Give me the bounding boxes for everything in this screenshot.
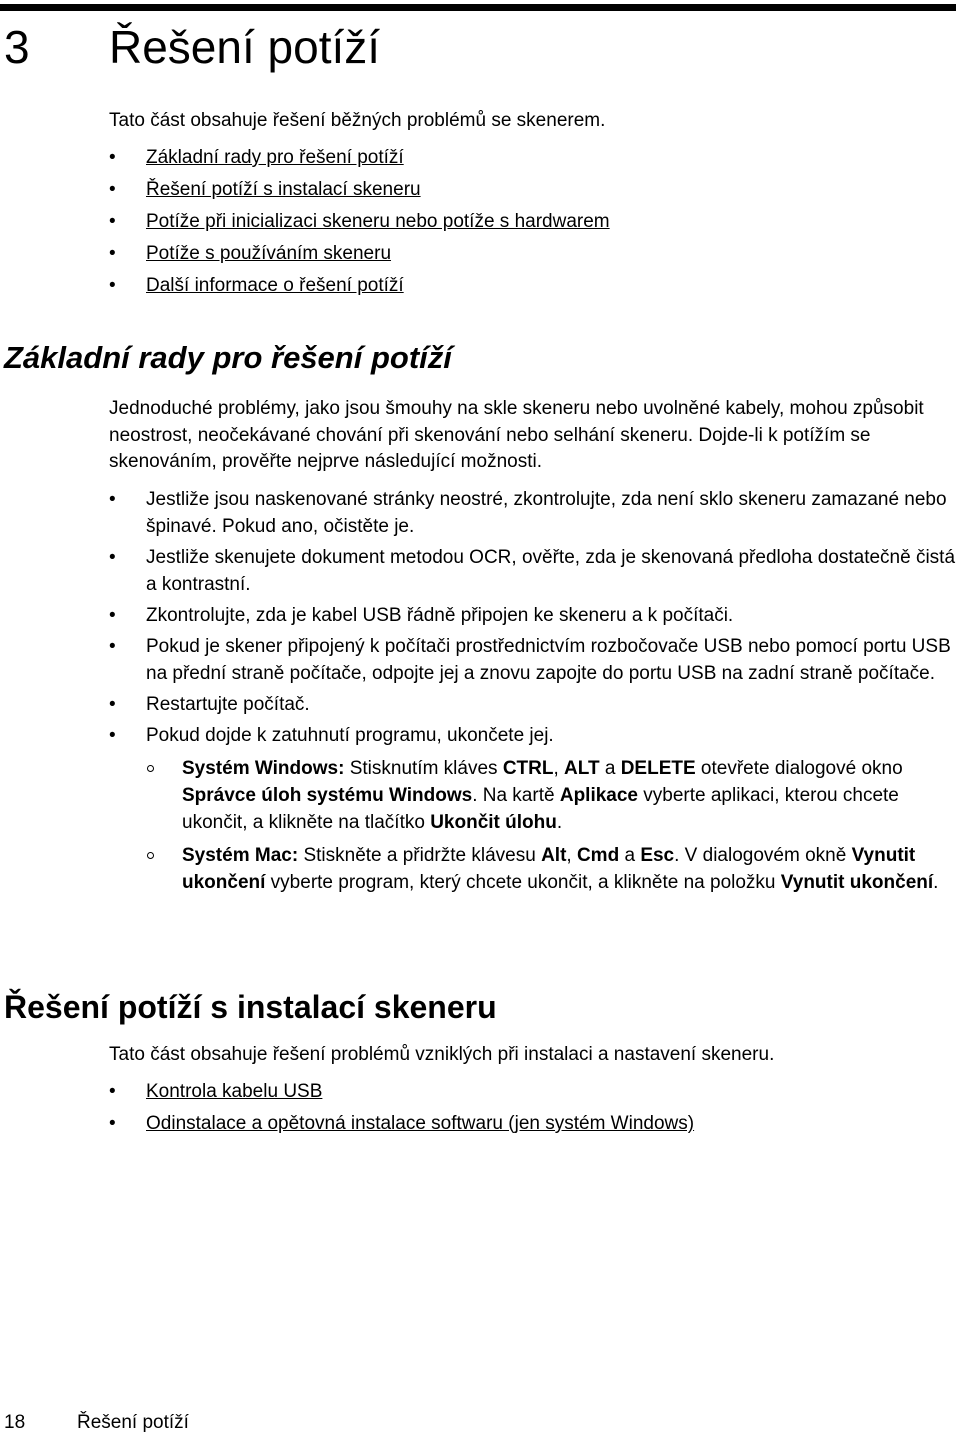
list-item: • Kontrola kabelu USB bbox=[109, 1081, 323, 1102]
basic-tips-list bbox=[109, 486, 959, 902]
tip-text: Pokud je skener připojený k počítači prostřednictvím rozbočovače USB nebo pomocí portu USB na přední straně počítače, odpojte jej a znovu zapojte do portu USB na zadní straně počítače. bbox=[146, 636, 951, 684]
list-item: • Jestliže skenujete dokument metodou OCR, ověřte, zda je skenovaná předloha dostatečně čistá a kontrastní. bbox=[109, 547, 956, 595]
list-item: • Další informace o řešení potíží bbox=[109, 275, 404, 296]
install-intro: Tato část obsahuje řešení problémů vzniklých při instalaci a nastavení skeneru. bbox=[109, 1044, 775, 1065]
link-reinstall-software[interactable]: Odinstalace a opětovná instalace softwaru (jen systém Windows) bbox=[146, 1113, 695, 1134]
section-heading-install: Řešení potíží s instalací skeneru bbox=[4, 989, 497, 1025]
footer-title: Řešení potíží bbox=[77, 1412, 189, 1433]
circle-bullet-icon bbox=[147, 852, 154, 859]
top-rule bbox=[0, 4, 956, 11]
install-link-list bbox=[109, 1076, 694, 1140]
tip-text: Zkontrolujte, zda je kabel USB řádně připojen ke skeneru a k počítači. bbox=[146, 605, 734, 626]
page-footer bbox=[4, 1410, 189, 1436]
link-more-info[interactable]: Další informace o řešení potíží bbox=[146, 275, 404, 296]
link-hardware-issues[interactable]: Potíže při inicializaci skeneru nebo potíže s hardwarem bbox=[146, 211, 610, 232]
mac-instruction: Systém Mac: Stiskněte a přidržte klávesu Alt, Cmd a Esc. V dialogovém okně Vynutit ukončení vyberte program, který chcete ukončit, a klikněte na položku Vynutit ukončení. bbox=[146, 842, 959, 896]
link-install-issues[interactable]: Řešení potíží s instalací skeneru bbox=[146, 179, 421, 200]
list-item: • Jestliže jsou naskenované stránky neostré, zkontrolujte, zda není sklo skeneru zamazané nebo špinavé. Pokud ano, očistěte je. bbox=[109, 489, 947, 537]
tip-text: Restartujte počítač. bbox=[146, 694, 310, 715]
list-item: • Potíže při inicializaci skeneru nebo potíže s hardwarem bbox=[109, 211, 610, 232]
list-item: • Řešení potíží s instalací skeneru bbox=[109, 179, 421, 200]
chapter-header bbox=[0, 14, 960, 84]
tip-text: Jestliže skenujete dokument metodou OCR, ověřte, zda je skenovaná předloha dostatečně čistá a kontrastní. bbox=[146, 547, 956, 595]
tip-text: Jestliže jsou naskenované stránky neostré, zkontrolujte, zda není sklo skeneru zamazané nebo špinavé. Pokud ano, očistěte je. bbox=[146, 489, 947, 537]
list-item: • Odinstalace a opětovná instalace softwaru (jen systém Windows) bbox=[109, 1113, 695, 1134]
basic-tips-paragraph: Jednoduché problémy, jako jsou šmouhy na skle skeneru nebo uvolněné kabely, mohou způsobit neostrost, neočekávané chování při skenování nebo selhání skeneru. Dojde-li k potížím se skenováním, prověřte nejprve následující možnosti. bbox=[109, 398, 924, 472]
chapter-intro: Tato část obsahuje řešení běžných problémů se skenerem. bbox=[109, 110, 606, 131]
list-item: • Zkontrolujte, zda je kabel USB řádně připojen ke skeneru a k počítači. bbox=[109, 605, 734, 626]
list-item: • Restartujte počítač. bbox=[109, 694, 310, 715]
chapter-number: 3 bbox=[4, 21, 30, 73]
chapter-title: Řešení potíží bbox=[109, 21, 381, 73]
windows-instruction: Systém Windows: Stisknutím kláves CTRL, ALT a DELETE otevřete dialogové okno Správce úloh systému Windows. Na kartě Aplikace vyberte aplikaci, kterou chcete ukončit, a klikněte na tlačítko Ukončit úlohu. bbox=[146, 755, 959, 836]
list-item: • Potíže s používáním skeneru bbox=[109, 243, 392, 264]
link-usb-cable-check[interactable]: Kontrola kabelu USB bbox=[146, 1081, 323, 1102]
tip-text: Pokud dojde k zatuhnutí programu, ukončete jej. bbox=[146, 725, 554, 746]
list-item: • Pokud je skener připojený k počítači prostřednictvím rozbočovače USB nebo pomocí portu USB na přední straně počítače, odpojte jej a znovu zapojte do portu USB na zadní straně počítače. bbox=[109, 636, 951, 684]
chapter-link-list bbox=[109, 142, 610, 302]
link-usage-issues[interactable]: Potíže s používáním skeneru bbox=[146, 243, 392, 264]
circle-bullet-icon bbox=[147, 765, 154, 772]
list-item: • Pokud dojde k zatuhnutí programu, ukončete jej. Systém Windows: Stisknutím kláves CTRL, ALT a DELETE otevřete dialogové okno Správce úloh systému Windows. Na kartě Aplikace vyberte aplikaci, kterou chcete ukončit, a klikněte na tlačítko Ukončit úlohu. Systém Mac: Stiskněte a přidržte klávesu Alt, Cmd a Esc. V dialogovém okně Vynutit ukončení vyberte program, který chcete ukončit, a klikněte na položku Vynutit ukončení. bbox=[109, 722, 959, 896]
page-number: 18 bbox=[4, 1412, 26, 1433]
link-basic-tips[interactable]: Základní rady pro řešení potíží bbox=[146, 147, 404, 168]
list-item: • Základní rady pro řešení potíží bbox=[109, 147, 404, 168]
os-instructions-list bbox=[146, 755, 959, 896]
section-heading-basic-tips: Základní rady pro řešení potíží bbox=[4, 340, 452, 375]
